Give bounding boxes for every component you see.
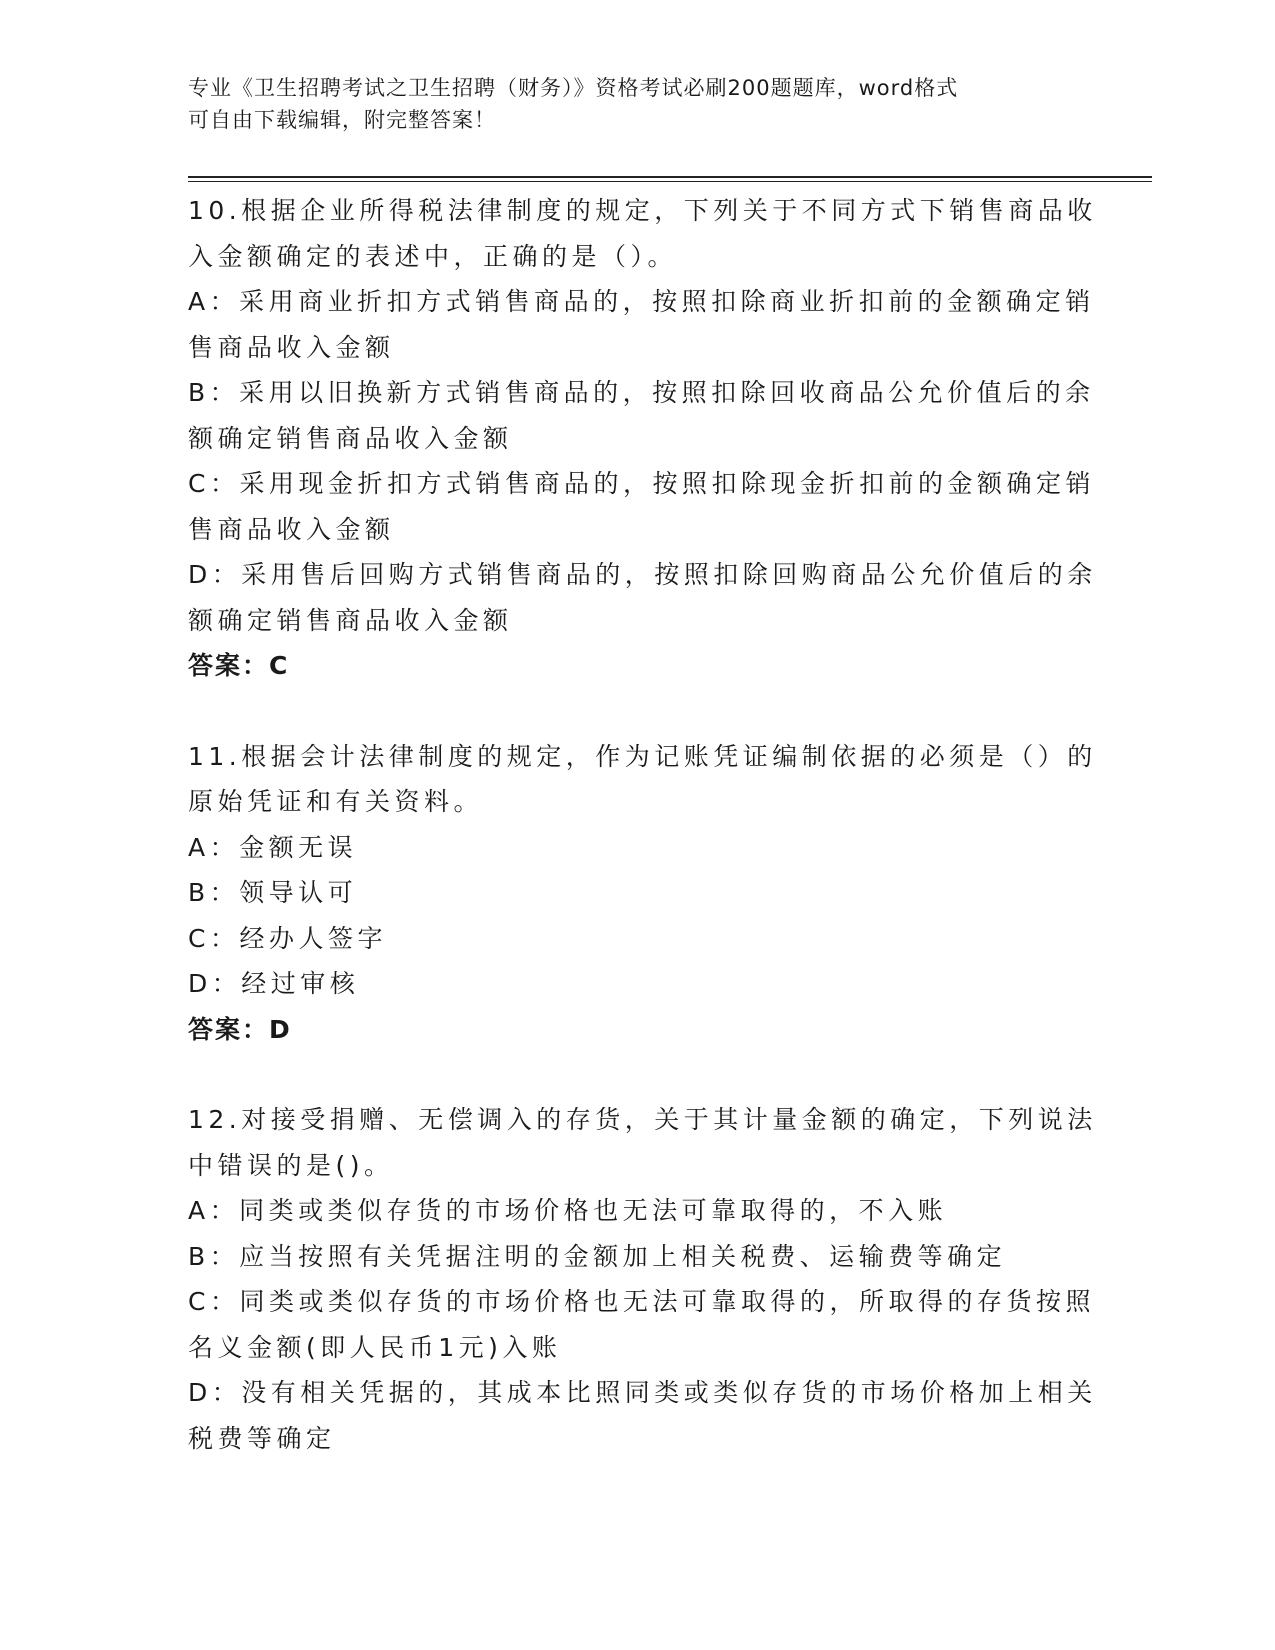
option-b-line: B：应当按照有关凭据注明的金额加上相关税费、运输费等确定 <box>188 1241 1007 1271</box>
question-stem-line: 中错误的是()。 <box>188 1150 394 1180</box>
answer-label: 答案：D <box>188 1014 292 1044</box>
question-stem-line: 入金额确定的表述中，正确的是（）。 <box>188 241 678 271</box>
option-d-line: D：没有相关凭据的，其成本比照同类或类似存货的市场价格加上相关 <box>188 1378 1097 1407</box>
question-stem-line: 10.根据企业所得税法律制度的规定，下列关于不同方式下销售商品收 <box>188 196 1097 225</box>
question-stem-line: 12.对接受捐赠、无偿调入的存货，关于其计量金额的确定，下列说法 <box>188 1105 1097 1134</box>
header-divider-thin <box>188 181 1152 182</box>
option-a-line: A：金额无误 <box>188 832 358 862</box>
answer-label: 答案：C <box>188 651 290 680</box>
option-b-line: 额确定销售商品收入金额 <box>188 423 513 453</box>
option-d-line: D：采用售后回购方式销售商品的，按照扣除回购商品公允价值后的余 <box>188 560 1097 589</box>
question-list <box>188 188 1097 1506</box>
document-header <box>188 72 1088 136</box>
option-a-line: A：同类或类似存货的市场价格也无法可靠取得的，不入账 <box>188 1196 948 1225</box>
option-b-line: B：领导认可 <box>188 878 358 907</box>
header-line-2: 可自由下载编辑，附完整答案！ <box>188 108 496 132</box>
option-c-line: 名义金额(即人民币1元)入账 <box>188 1332 562 1362</box>
question-block <box>188 734 1097 1053</box>
header-line-1: 专业《卫生招聘考试之卫生招聘（财务）》资格考试必刷200题题库，word格式 <box>188 76 959 100</box>
option-d-line: 额确定销售商品收入金额 <box>188 605 513 635</box>
question-block <box>188 1097 1097 1461</box>
question-stem-line: 11.根据会计法律制度的规定，作为记账凭证编制依据的必须是（）的 <box>188 741 1097 771</box>
option-c-line: C：采用现金折扣方式销售商品的，按照扣除现金折扣前的金额确定销 <box>188 469 1095 498</box>
option-d-line: 税费等确定 <box>188 1423 336 1453</box>
option-c-line: 售商品收入金额 <box>188 514 395 544</box>
option-d-line: D：经过审核 <box>188 969 360 998</box>
option-c-line: C：经办人签字 <box>188 923 387 953</box>
option-a-line: A：采用商业折扣方式销售商品的，按照扣除商业折扣前的金额确定销 <box>188 287 1095 316</box>
option-a-line: 售商品收入金额 <box>188 332 395 362</box>
question-stem-line: 原始凭证和有关资料。 <box>188 787 484 816</box>
question-block <box>188 188 1097 689</box>
option-b-line: B：采用以旧换新方式销售商品的，按照扣除回收商品公允价值后的余 <box>188 378 1095 407</box>
header-divider-thick <box>188 176 1152 178</box>
option-c-line: C：同类或类似存货的市场价格也无法可靠取得的，所取得的存货按照 <box>188 1287 1095 1316</box>
